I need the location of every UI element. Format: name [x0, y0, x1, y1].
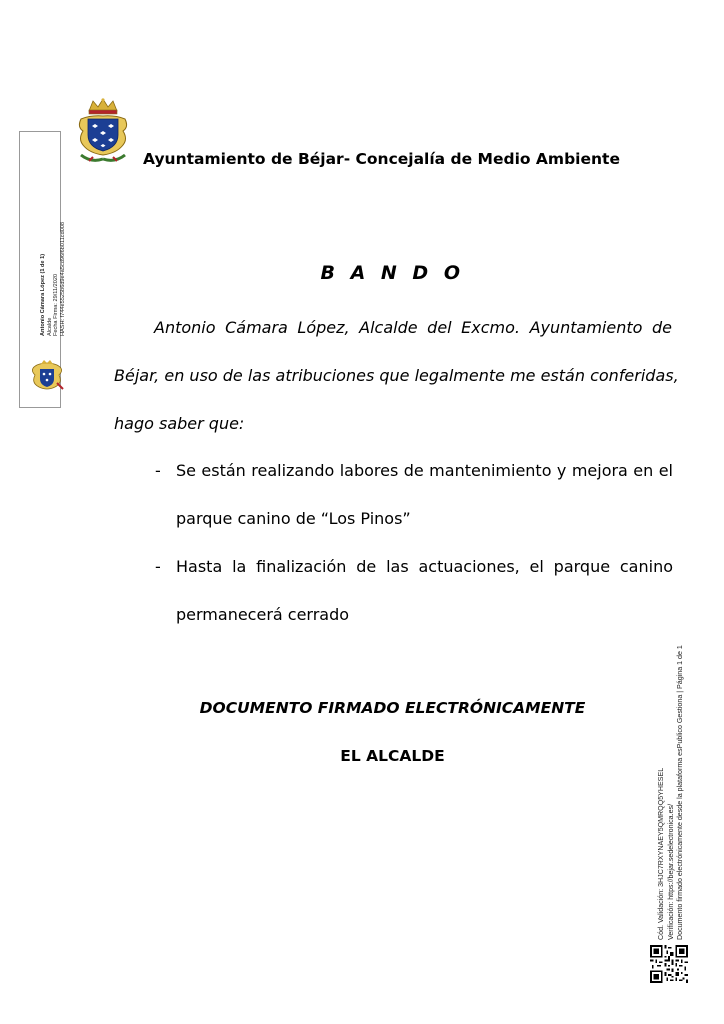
- signature-hash: HASH: f744e5525b6d9e4a5cd96f6b011cd008: [59, 221, 66, 336]
- bullet-dash: -: [155, 557, 161, 576]
- signature-date: Fecha Firma: 29/11/2020: [53, 273, 60, 336]
- bullet-line: Se están realizando labores de mantenimiento y mejora en el: [176, 461, 673, 480]
- validation-footer: Documento firmado electrónicamente desde la plataforma esPublico Gestiona | Página 1 de 1: [676, 645, 685, 940]
- coat-of-arms-icon: [75, 97, 131, 163]
- validation-url: Verificación: https://bejar.sedelectronica.es/: [666, 803, 675, 940]
- signature-note: DOCUMENTO FIRMADO ELECTRÓNICAMENTE: [199, 699, 586, 717]
- intro-line: Béjar, en uso de las atribuciones que legalmente me están conferidas,: [114, 366, 679, 385]
- intro-line: hago saber que:: [114, 414, 245, 433]
- signer-role: Alcalde: [46, 317, 53, 336]
- document-heading: B A N D O: [320, 262, 465, 284]
- header-title: Ayuntamiento de Béjar- Concejalía de Medio Ambiente: [143, 150, 620, 168]
- bullet-dash: -: [155, 461, 161, 480]
- signer-name: Antonio Cámara López (1 de 1): [40, 253, 46, 336]
- bullet-line: parque canino de “Los Pinos”: [176, 509, 411, 528]
- bullet-line: Hasta la finalización de las actuaciones, el parque canino: [176, 557, 673, 576]
- signature-role: EL ALCALDE: [340, 747, 445, 765]
- qr-code-icon: [650, 945, 688, 983]
- mini-coat-of-arms-icon: [27, 359, 67, 393]
- intro-line: Antonio Cámara López, Alcalde del Excmo. Ayuntamiento de: [154, 318, 672, 337]
- bullet-line: permanecerá cerrado: [176, 605, 350, 624]
- validation-strip-text: [657, 645, 686, 940]
- validation-code: Cód. Validación: 3HJC7RXYNAEY5QMRQQ5YHESEL: [657, 767, 665, 940]
- signature-stamp-text: [40, 222, 66, 336]
